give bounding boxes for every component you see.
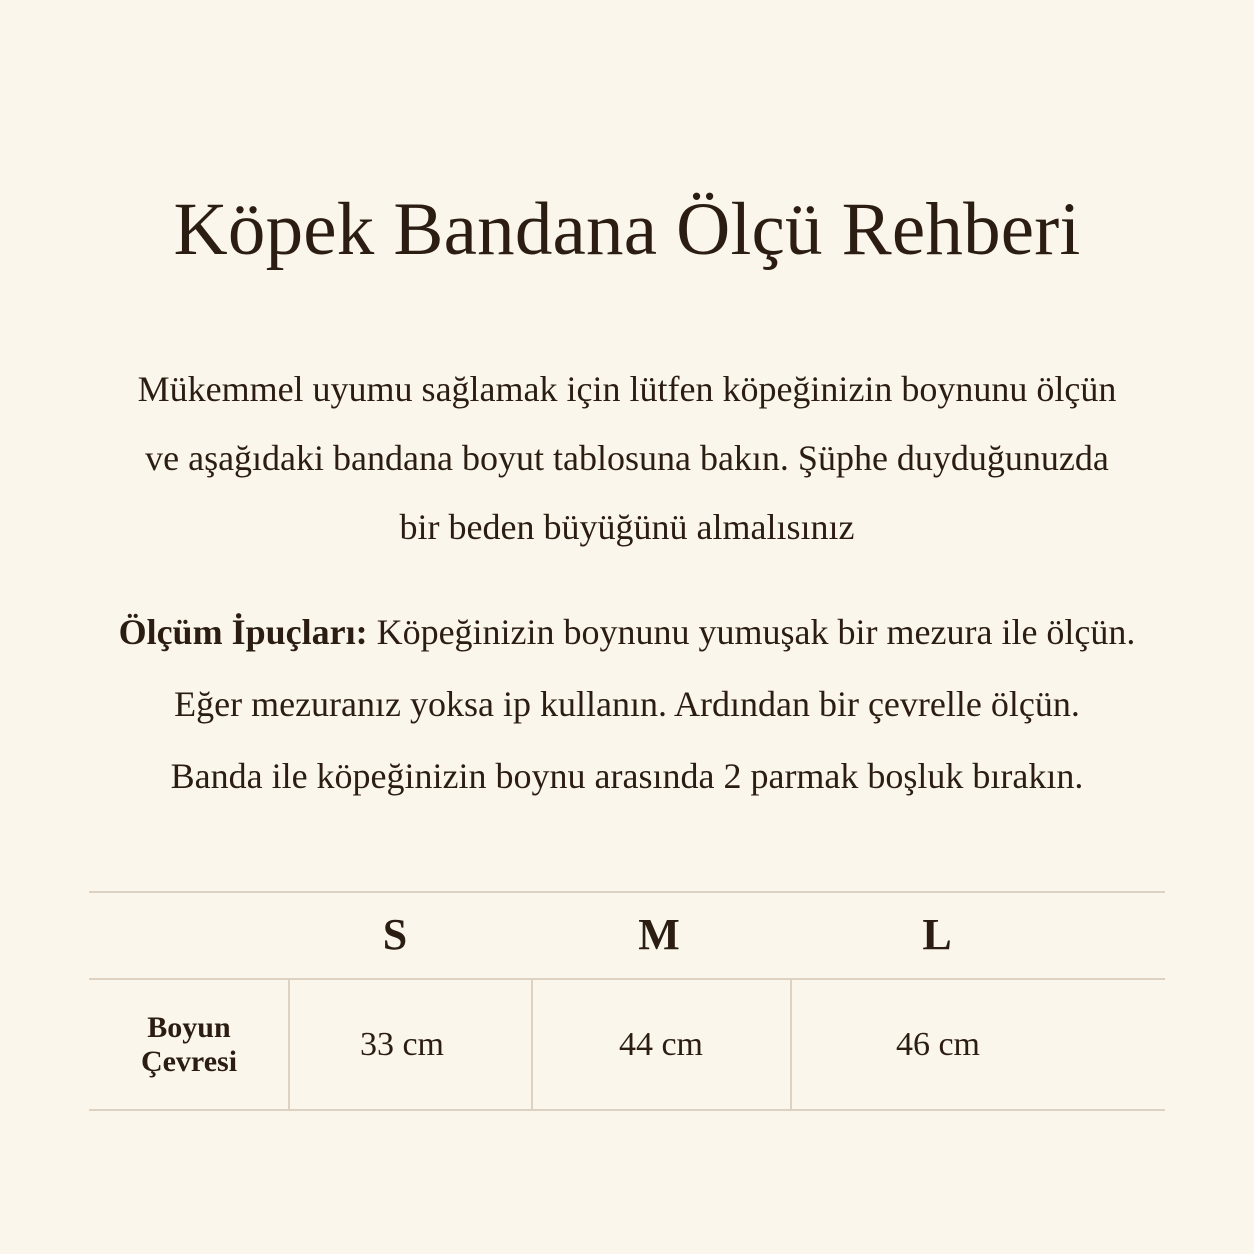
intro-line: Mükemmel uyumu sağlamak için lütfen köpeğinizin boynunu ölçün	[137, 369, 1117, 409]
size-header-m: M	[638, 910, 680, 959]
size-table	[89, 891, 1165, 1111]
neck-value-s: 33 cm	[359, 1026, 445, 1063]
tips-label: Ölçüm İpuçları:	[118, 612, 368, 652]
tips-line	[40, 596, 1214, 668]
intro-paragraph	[60, 355, 1194, 562]
measurement-tips	[40, 596, 1214, 812]
size-header-s: S	[382, 910, 408, 959]
tips-line: Banda ile köpeğinizin boynu arasında 2 parmak boşluk bırakın.	[170, 756, 1084, 796]
neck-value-m: 44 cm	[618, 1026, 704, 1063]
size-header-l: L	[922, 910, 952, 959]
neck-value-l: 46 cm	[895, 1026, 981, 1063]
tips-line: Eğer mezuranız yoksa ip kullanın. Ardından bir çevrelle ölçün.	[174, 684, 1080, 724]
row-label-line: Çevresi	[140, 1045, 238, 1078]
page-title: Köpek Bandana Ölçü Rehberi	[173, 188, 1081, 271]
intro-line: bir beden büyüğünü almalısınız	[399, 507, 855, 547]
tips-text: Köpeğinizin boynunu yumuşak bir mezura ile ölçün.	[367, 612, 1136, 652]
intro-line: ve aşağıdaki bandana boyut tablosuna bakın. Şüphe duyduğunuzda	[145, 438, 1109, 478]
row-label-line: Boyun	[147, 1011, 231, 1044]
row-label-neck-circumference	[89, 979, 289, 1111]
